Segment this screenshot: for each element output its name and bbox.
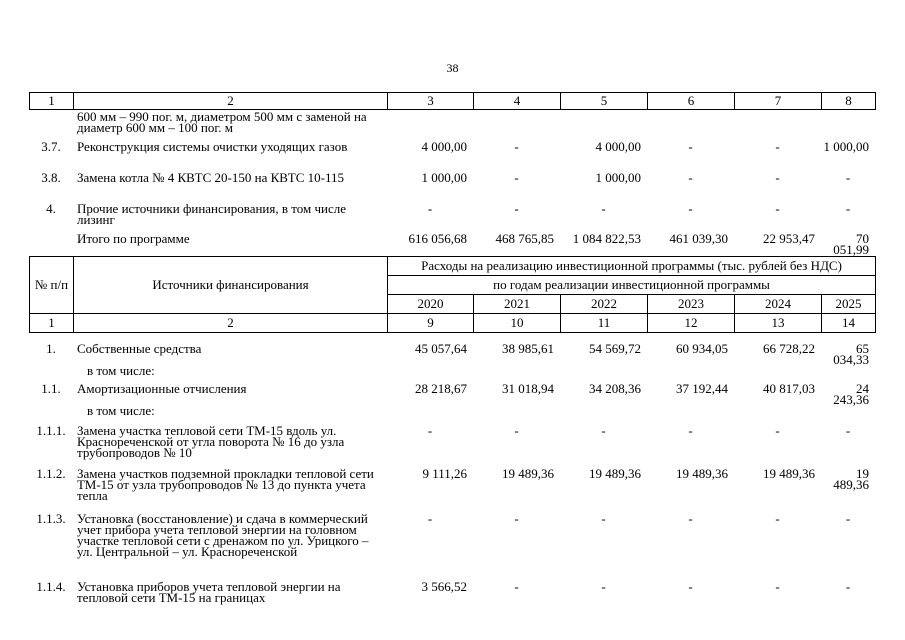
cell: 60 934,05 [676, 341, 728, 356]
cell: - [688, 139, 693, 154]
cell: 19 489,36 [676, 466, 728, 481]
cell: - [688, 511, 693, 526]
row-name: Итого по программе [77, 231, 190, 246]
cell: - [427, 201, 433, 216]
cell: - [514, 423, 519, 438]
cell: 40 817,03 [763, 381, 815, 396]
cell: - [601, 201, 606, 216]
col-number: 8 [822, 93, 876, 110]
row-name: Замена участков подземной прокладки тепловой сети ТМ-15 от узла трубопроводов № 13 до пункта учета тепла [77, 466, 374, 503]
header-sources: Источники финансирования [74, 257, 388, 314]
col-number: 6 [648, 93, 735, 110]
cell: - [688, 579, 693, 594]
cell [473, 111, 560, 141]
cell: - [688, 170, 693, 185]
row-name: Замена участка тепловой сети ТМ-15 вдоль ул. Краснореченской от угла поворота № 16 до узла трубопроводов № 10 [77, 423, 345, 460]
col-number: 11 [561, 314, 648, 333]
cell: - [775, 511, 780, 526]
cell: 22 953,47 [763, 231, 815, 246]
cell: - [845, 201, 851, 216]
row-number: 1. [46, 341, 56, 356]
cell: 1 000,00 [421, 170, 467, 185]
row-number: 4. [46, 201, 56, 216]
col-number: 2 [74, 314, 388, 333]
cell: 9 111,26 [422, 466, 467, 481]
cell: 34 208,36 [589, 381, 641, 396]
cell: 1 084 822,53 [572, 231, 641, 246]
col-number: 7 [735, 93, 822, 110]
cell: 4 000,00 [595, 139, 641, 154]
row-number: 3.8. [41, 170, 61, 185]
col-number: 13 [735, 314, 822, 333]
row-name: Установка (восстановление) и сдача в коммерческий учет прибора учета тепловой энергии на головном участке тепловой сети с дренажом по ул. Урицкого – ул. Центральной – ул. Краснореченской [77, 511, 369, 559]
cell: 37 192,44 [676, 381, 728, 396]
cell: 28 218,67 [415, 381, 467, 396]
cell: - [775, 139, 780, 154]
cell [647, 111, 734, 141]
col-number: 12 [648, 314, 735, 333]
cell: - [775, 201, 780, 216]
cell: 38 985,61 [502, 341, 554, 356]
cell: - [427, 423, 433, 438]
cell: - [514, 579, 519, 594]
col-number: 5 [561, 93, 648, 110]
cell: - [427, 511, 433, 526]
row-name: в том числе: [87, 363, 155, 378]
table-row [29, 172, 875, 203]
table-row [29, 513, 875, 581]
cell: 66 728,22 [763, 341, 815, 356]
header-year: 2023 [648, 295, 735, 314]
cell: 45 057,64 [415, 341, 467, 356]
table-row-total [29, 233, 875, 255]
cell: 3 566,52 [421, 579, 467, 594]
cell: 1 000,00 [595, 170, 641, 185]
top-body-table [29, 111, 875, 255]
cell: - [688, 201, 693, 216]
row-number: 1.1.4. [36, 579, 66, 594]
table-row [29, 343, 875, 365]
row-name: Замена котла № 4 КВТС 20-150 на КВТС 10-115 [77, 170, 344, 185]
col-number: 14 [822, 314, 876, 333]
cell: - [601, 423, 606, 438]
row-number: 1.1.3. [36, 511, 66, 526]
cell: 616 056,68 [408, 231, 467, 246]
cell: - [601, 511, 606, 526]
header-row [30, 257, 876, 276]
col-number: 4 [474, 93, 561, 110]
row-number: 1.1. [41, 381, 61, 396]
header-year: 2024 [735, 295, 822, 314]
col-number: 1 [30, 314, 74, 333]
cell: 461 039,30 [669, 231, 728, 246]
row-name: Амортизационные отчисления [77, 381, 247, 396]
col-number: 1 [30, 93, 74, 110]
cell [821, 111, 875, 141]
cell: - [775, 170, 780, 185]
table-row [29, 405, 875, 425]
column-numbers-row [30, 314, 876, 333]
header-by-year: по годам реализации инвестиционной программы [388, 276, 876, 295]
table-row [29, 468, 875, 513]
row-number: 1.1.2. [36, 466, 66, 481]
table-row [29, 141, 875, 172]
cell [387, 111, 473, 141]
cell: - [775, 579, 780, 594]
cell: - [775, 423, 780, 438]
top-column-numbers [30, 93, 876, 110]
col-number: 10 [474, 314, 561, 333]
header-expenses: Расходы на реализацию инвестиционной программы (тыс. рублей без НДС) [388, 257, 876, 276]
header-num: № п/п [30, 257, 74, 314]
row-name: 600 мм – 990 пог. м, диаметром 500 мм с заменой на диаметр 600 мм – 100 пог. м [77, 109, 367, 135]
cell: 4 000,00 [421, 139, 467, 154]
col-number: 2 [74, 93, 388, 110]
table-row [29, 383, 875, 405]
col-number: 3 [388, 93, 474, 110]
row-number [29, 233, 73, 255]
cell: - [845, 511, 851, 526]
cell: 19 489,36 [502, 466, 554, 481]
header-year: 2021 [474, 295, 561, 314]
cell: 19 489,36 [833, 466, 869, 492]
row-number [29, 405, 73, 425]
cell [734, 111, 821, 141]
cell: 19 489,36 [589, 466, 641, 481]
row-number [29, 111, 73, 141]
col-number: 9 [388, 314, 474, 333]
row-name: Собственные средства [77, 341, 202, 356]
row-name: Установка приборов учета тепловой энергии на тепловой сети ТМ-15 на границах [77, 579, 341, 605]
cell: - [845, 579, 851, 594]
cell: 31 018,94 [502, 381, 554, 396]
cell: 468 765,85 [495, 231, 554, 246]
mid-header-table [29, 256, 876, 333]
top-header-table [29, 92, 876, 110]
row-name: Прочие источники финансирования, в том числе лизинг [77, 201, 347, 227]
page-number: 38 [446, 61, 459, 75]
cell [560, 111, 647, 141]
cell: 65 034,33 [833, 341, 869, 367]
cell: 54 569,72 [589, 341, 641, 356]
table-row [29, 581, 875, 611]
row-number: 3.7. [41, 139, 61, 154]
header-year: 2020 [388, 295, 474, 314]
header-year: 2022 [561, 295, 648, 314]
table-row [29, 425, 875, 468]
bottom-body-table [29, 343, 875, 611]
cell: - [688, 423, 693, 438]
cell: 1 000,00 [823, 139, 869, 154]
cell: - [514, 170, 519, 185]
table-row [29, 111, 875, 141]
cell: - [514, 139, 519, 154]
row-number: 1.1.1. [36, 423, 66, 438]
cell: 24 243,36 [833, 381, 869, 407]
cell: - [514, 511, 519, 526]
table-row [29, 203, 875, 233]
row-name: в том числе: [87, 403, 155, 418]
cell: - [845, 423, 851, 438]
cell: 70 051,99 [833, 231, 869, 257]
cell: - [601, 579, 606, 594]
cell: - [845, 170, 851, 185]
header-year: 2025 [822, 295, 876, 314]
cell: 19 489,36 [763, 466, 815, 481]
row-name: Реконструкция системы очистки уходящих газов [77, 139, 348, 154]
cell: - [514, 201, 519, 216]
